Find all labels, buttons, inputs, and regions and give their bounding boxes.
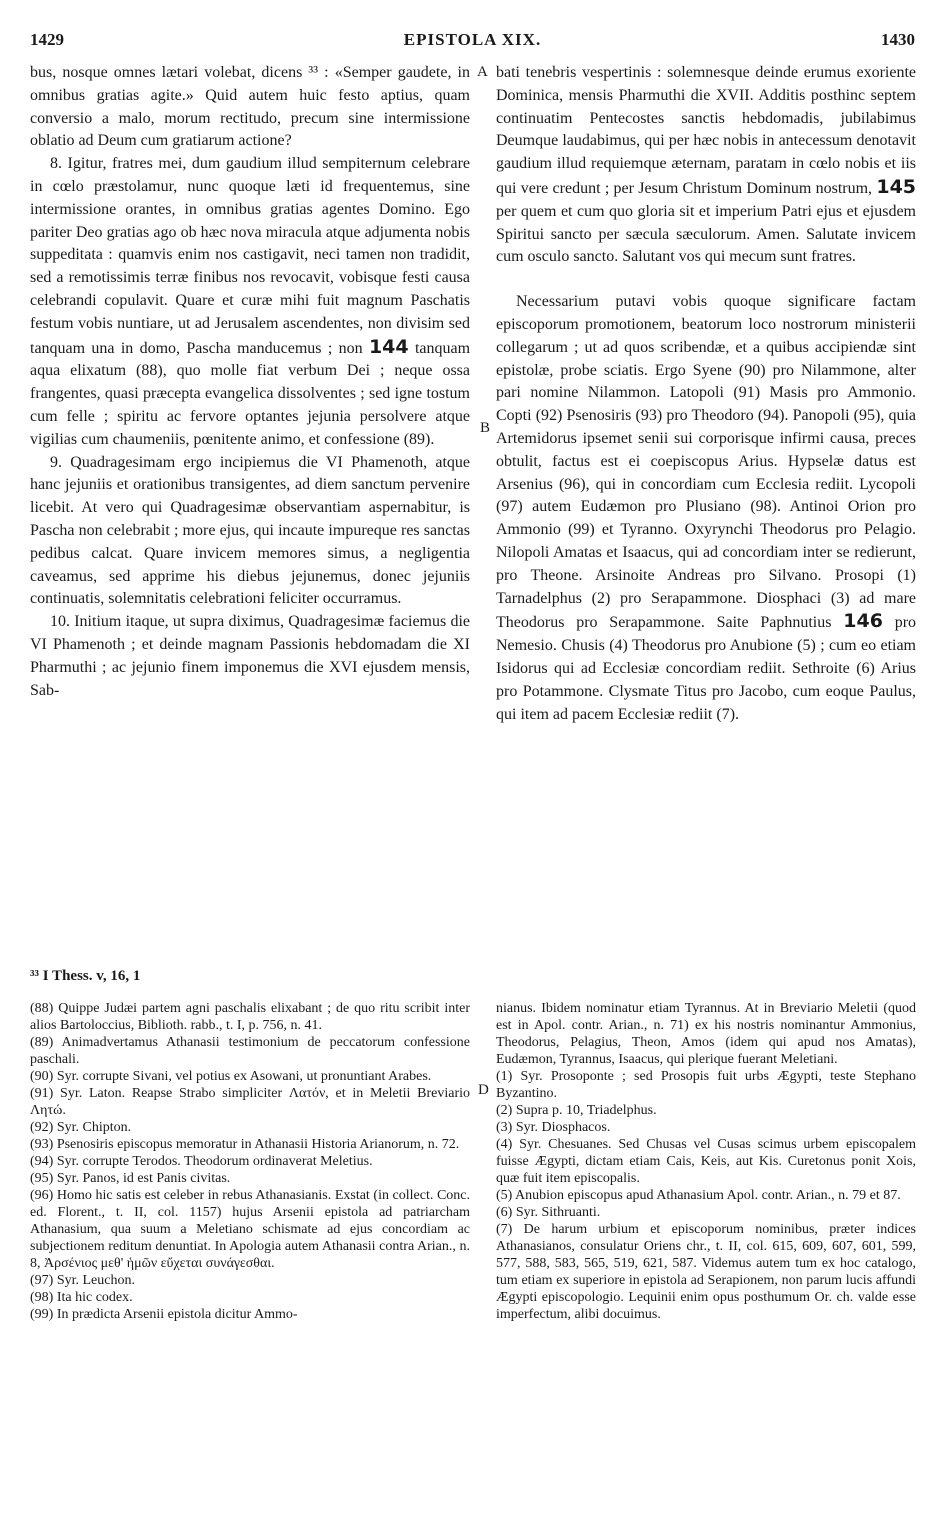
footnote: (95) Syr. Panos, id est Panis civitas. <box>30 1171 231 1186</box>
footnote: (1) Syr. Prosoponte ; sed Prosopis fuit urbs Ægypti, teste Stephano Byzantino. <box>496 1069 916 1101</box>
column-marker: 145 <box>876 175 917 198</box>
paragraph-text: Necessarium putavi vobis quoque significare factam episcoporum promotionem, beatorum loco nostrorum ministerii collegarum ; ut ad quos scribendæ, et a quibus accipiendæ sint epistolæ, probe sciatis. Ergo Syene (90) pro Nilammone, alter pari nomine Nilammon. Latopoli (91) Masis pro Ammonio. Copti (92) Psenosiris (93) pro Theodoro (94). Panopoli (95), quia Artemidorus ipsemet senii sui corporisque infirmi causa, preces obtulit, factus est ei coepiscopus Arius. Hypselæ datus est Arsenius (96), qui in concordiam cum Ecclesia rediit. Lycopoli (97) autem Eudæmon pro Plusiano (98). Antinoi Orion pro Ammonio (99) et Tyranno. Oxyrynchi Theodorus pro Pelagio. Nilopoli Amatas et Isaacus, qui ad concordiam inter se redierunt, pro Theone. Arsinoite Andreas pro Silvano. Prosopi (1) Tarnadelphus (2) pro Serapammone. Diosphaci (3) ad mare Theodorus pro Serapammone. Saite Paphnutius <box>496 293 916 632</box>
footnote: (90) Syr. corrupte Sivani, vel potius ex Asowani, ut pronuntiant Arabes. <box>30 1069 432 1084</box>
paragraph-text: per quem et cum quo gloria sit et imperium Patri ejus et ejusdem Spiritui sancto per sæcula sæculorum. Amen. Salutate invicem cum osculo sancto. Salutant vos qui mecum sunt fratres. <box>496 202 916 266</box>
paragraph <box>496 62 916 269</box>
main-text-left-column <box>30 62 470 702</box>
paragraph <box>30 153 470 451</box>
footnote: (88) Quippe Judæi partem agni paschalis elixabant ; de quo ritu scribit inter alios Bartoloccius, Biblioth. rabb., t. I, p. 756, n. 41. <box>30 1001 470 1033</box>
paragraph: 9. Quadragesimam ergo incipiemus die VI Phamenoth, atque hanc jejuniis et orationibus transigentes, ad diem sanctum pervenire licebit. At vero qui Quadragesimæ observantiam aspernabitur, is Pascha non celebrabit ; more ejus, qui incaute impureque res sanctas pedibus calcat. Quare invicem memores simus, a negligentia caveamus, sed apprime his diebus jejunemus, donec jejuniis continuatis, solemnitatis celebrationi feliciter occurramus. <box>30 453 470 608</box>
column-marker: 144 <box>368 335 409 358</box>
paragraph-text: tanquam aqua elixatum (88), quo molle fiat verbum Dei ; neque ossa frangentes, quasi præcepta evangelica dissolventes ; sed igne tostum cum felle ; spiritu ac fervore optantes jejunia persolvere atque vigilias cum chaumeniis, pœnitente animo, et confessione (89). <box>30 339 471 448</box>
scripture-reference-note: ³³ I Thess. v, 16, 1 <box>30 968 141 984</box>
footnote: (98) Ita hic codex. <box>30 1290 133 1305</box>
paragraph: 10. Initium itaque, ut supra diximus, Quadragesimæ faciemus die VI Phamenoth ; et deinde magnam Passionis hebdomadam die XI Pharmuthi ; ac jejunio finem imponemus die XVI ejusdem mensis, Sab- <box>30 613 470 699</box>
footnote: (2) Supra p. 10, Triadelphus. <box>496 1103 657 1118</box>
column-marker: 146 <box>843 610 883 633</box>
margin-letter-b: B <box>480 420 491 436</box>
paragraph-text: 8. Igitur, fratres mei, dum gaudium illud sempiternum celebrare in cœlo præstolamur, nunc quoque læti id frequentemus, sine intermissione orantes, in omnibus gratias agentes Domino. Ego pariter Deo gratias ago ob hæc nova miracula atque adjumenta nobis suppeditata : quamvis enim nos castigavit, neci tamen non tradidit, sed a remotissimis terræ finibus nos revocavit, vobisque festi causa celebrandi copulavit. Quare et curæ mihi fuit magnum Paschatis festum vobis nuntiare, ut ad Jerusalem ascendentes, non divisim sed tanquam una in domo, Pascha manducemus ; non <box>30 155 470 357</box>
footnote: (7) De harum urbium et episcoporum nominibus, præter indices Athanasianos, consulatur Oriens chr., t. II, col. 615, 609, 607, 601, 599, 577, 588, 583, 565, 519, 621, 587. Videmus autem tum ex hoc catalogo, tum etiam ex superiore in epistola ad Serapionem, non parum lucis affundi Ægypti episcopologio. Lequinii enim opus posthumum Or. ch. valde esse imperfectum, alibi docuimus. <box>496 1222 916 1322</box>
footnote: (94) Syr. corrupte Terodos. Theodorum ordinaverat Meletius. <box>30 1154 373 1169</box>
footnote: (97) Syr. Leuchon. <box>30 1273 135 1288</box>
paragraph-text: pro Nemesio. Chusis (4) Theodorus pro Anubione (5) ; cum eo etiam Isidorus qui ad Ecclesiæ concordiam rediit. Sethroite (6) Arius pro Potammone. Clysmate Titus pro Jacobo, cum eoque Paulus, qui item ad pacem Ecclesiæ rediit (7). <box>496 614 917 723</box>
paragraph <box>496 291 916 726</box>
footnote: (99) In prædicta Arsenii epistola dicitur Ammo- <box>30 1307 298 1322</box>
footnote: (4) Syr. Chesuanes. Sed Chusas vel Cusas scimus urbem episcopalem fuisse Ægypti, dictam etiam Cais, Keis, aut Kis. Curetonus ponit Xois, quæ fuit item episcopalis. <box>496 1137 916 1186</box>
footnote: (5) Anubion episcopus apud Athanasium Apol. contr. Arian., n. 79 et 87. <box>496 1188 901 1203</box>
page-header <box>30 30 915 52</box>
footnotes-left-column <box>30 1000 470 1323</box>
footnotes-right-column <box>496 1000 916 1323</box>
page-number-right: 1430 <box>881 30 915 49</box>
footnote: (89) Animadvertamus Athanasii testimonium de peccatorum confessione paschali. <box>30 1035 470 1067</box>
margin-letter-d: D <box>478 1082 489 1098</box>
footnote: (3) Syr. Diosphacos. <box>496 1120 611 1135</box>
footnote: (93) Psenosiris episcopus memoratur in Athanasii Historia Arianorum, n. 72. <box>30 1137 460 1152</box>
margin-letter-a: A <box>477 64 488 80</box>
footnote: (6) Syr. Sithruanti. <box>496 1205 601 1220</box>
footnote: (92) Syr. Chipton. <box>30 1120 132 1135</box>
running-title: EPISTOLA XIX. <box>403 30 542 49</box>
paragraph: bus, nosque omnes lætari volebat, dicens ³³ : «Semper gaudete, in omnibus gratias agite.» Quid autem huic festo aptius, quam conversio a malo, morum rectitudo, precum sine intermissione oblatio ad Deum cum gratiarum actione? <box>30 64 470 150</box>
page-number-left: 1429 <box>30 30 64 49</box>
footnote: nianus. Ibidem nominatur etiam Tyrannus. At in Breviario Meletii (quod est in Apol. contr. Arian., n. 71) ex his nostris nominantur Ammonius, Theodorus, Pelagius, Theon, Amos (idem qui apud nos Amatas), Eudæmon, Tyrannus, Isaacus, qui plerique fuerant Meletiani. <box>496 1001 916 1067</box>
footnote: (96) Homo hic satis est celeber in rebus Athanasianis. Exstat (in collect. Conc. ed. Florent., t. II, col. 1157) hujus Arsenii epistola ad patriarcham Athanasium, qua suum a Meletiano schismate ad ejus concordiam ac subjectionem reditum denuntiat. In Apologia autem Athanasii contra Arian., n. 8, Ἀρσένιος μεθ' ἡμῶν εὔχεται συνάγεσθαι. <box>30 1188 470 1271</box>
paragraph-text: bati tenebris vespertinis : solemnesque deinde erumus exoriente Dominica, mensis Pharmuthi die XVII. Additis posthinc septem continuatim Pentecostes sanctis hebdomadis, jubilabimus Deumque laudabimus, qui per hæc nobis in antecessum denotavit gaudium illud requiemque æternam, paratam in cœlo nobis et iis qui vere credunt ; per Jesum Christum Dominum nostrum, <box>496 64 916 197</box>
footnote: (91) Syr. Laton. Reapse Strabo simpliciter Λατόν, et in Meletii Breviario Λητώ. <box>30 1086 470 1118</box>
main-text-right-column <box>496 62 916 726</box>
